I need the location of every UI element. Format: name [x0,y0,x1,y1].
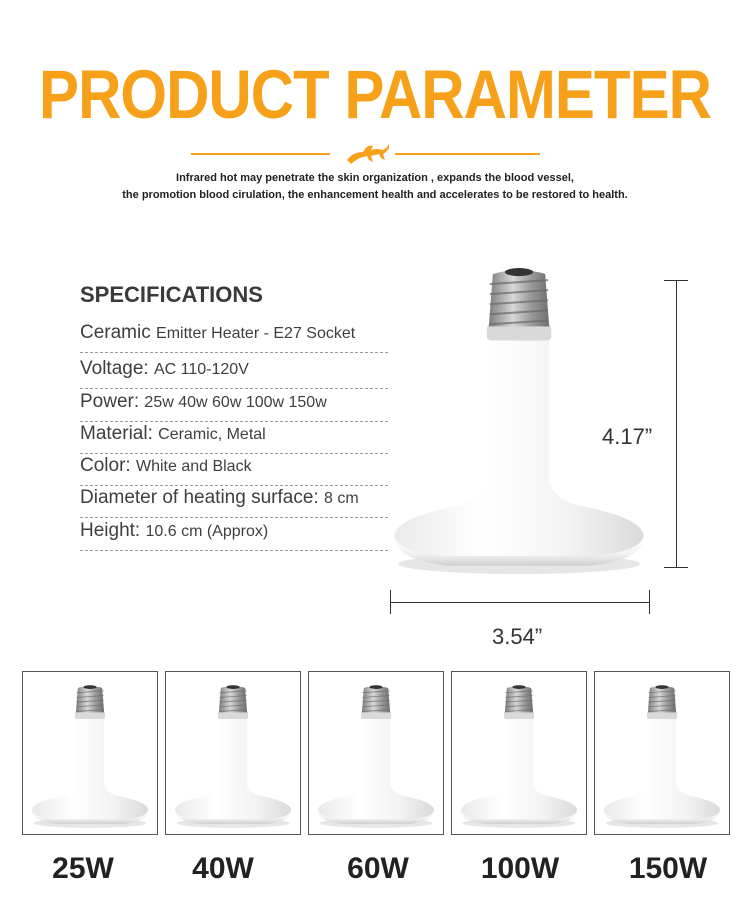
bulb-image [452,672,586,834]
height-dimension-line [676,280,677,568]
variant-label-100w: 100W [480,852,560,885]
main-product-image [388,266,653,578]
variant-label-60w: 60W [347,852,409,885]
spec-value: White and Black [135,458,252,475]
page-title: PRODUCT PARAMETER [39,55,711,133]
spec-value: AC 110-120V [153,361,249,378]
spec-key: Voltage: [80,358,154,379]
variant-thumbnail-60w [308,671,444,835]
spec-value: 10.6 cm (Approx) [145,523,269,540]
spec-key: Material: [80,423,159,444]
spec-row-color [80,455,388,486]
spec-row-ceramic [80,322,388,353]
bulb-image [166,672,300,834]
height-dimension-label: 4.17” [602,424,653,449]
spec-value: 25w 40w 60w 100w 150w [144,394,327,411]
bulb-image [309,672,443,834]
spec-key: Power: [80,391,145,412]
title-divider-left [191,153,330,155]
spec-value: 8 cm [323,490,359,507]
specifications-heading: SPECIFICATIONS [80,282,263,307]
variant-thumbnail-25w [22,671,158,835]
spec-row-power [80,391,388,422]
width-dimension-label: 3.54” [492,624,543,649]
description-line-2: the promotion blood cirulation, the enhancement health and accelerates to be restored to health. [122,189,628,201]
bulb-image [595,672,729,834]
spec-row-voltage [80,358,388,389]
width-dimension-line [390,602,650,603]
spec-key: Diameter of heating surface: [80,487,324,508]
spec-key: Height: [80,520,146,541]
spec-row-diameter [80,487,388,518]
spec-row-material [80,423,388,454]
variant-thumbnail-150w [594,671,730,835]
description-line-1: Infrared hot may penetrate the skin organization , expands the blood vessel, [176,172,574,184]
spec-key: Ceramic [80,322,157,343]
lizard-icon [343,138,391,166]
title-divider-right [395,153,540,155]
variant-thumbnail-100w [451,671,587,835]
bulb-image [23,672,157,834]
spec-row-height [80,520,388,551]
variant-label-40w: 40W [192,852,254,885]
width-dimension-cap-right [649,590,650,614]
height-dimension-cap-bottom [664,567,688,568]
variant-label-150w: 150W [628,852,708,885]
variant-label-25w: 25W [52,852,114,885]
spec-value: Emitter Heater - E27 Socket [156,325,356,342]
variant-thumbnail-40w [165,671,301,835]
spec-key: Color: [80,455,136,476]
spec-value: Ceramic, Metal [158,426,266,443]
